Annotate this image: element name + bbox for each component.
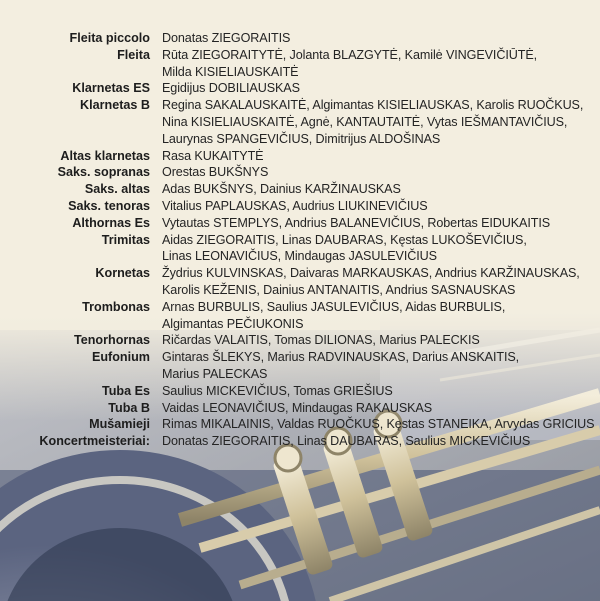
- roster-row: [0, 232, 600, 266]
- names-line: Gintaras ŠLEKYS, Marius RADVINAUSKAS, Darius ANSKAITIS,: [162, 350, 520, 365]
- instrument-label: Fleita piccolo: [69, 31, 150, 45]
- names-line: Žydrius KULVINSKAS, Daivaras MARKAUSKAS, Andrius KARŽINAUSKAS,: [162, 266, 580, 281]
- instrument-label: Saks. sopranas: [57, 165, 150, 180]
- names-line: Rimas MIKALAINIS, Valdas RUOČKUS, Kęstas STANEIKA, Arvydas GRICIUS: [162, 417, 595, 432]
- names-line: Aidas ZIEGORAITIS, Linas DAUBARAS, Kęstas LUKOŠEVIČIUS,: [162, 232, 527, 247]
- instrument-label: Altas klarnetas: [60, 148, 150, 163]
- musician-names: [162, 148, 592, 165]
- musician-names: [162, 97, 592, 147]
- musician-names: [162, 433, 592, 450]
- names-line: Adas BUKŠNYS, Dainius KARŽINAUSKAS: [162, 182, 401, 197]
- roster-row: [0, 198, 600, 215]
- instrument-label: Mušamieji: [89, 417, 150, 432]
- roster-row: [0, 181, 600, 198]
- instrument-label: Trombonas: [82, 299, 150, 314]
- names-line: Marius PALECKAS: [162, 366, 268, 381]
- instrument-label: Althornas Es: [72, 215, 150, 230]
- musician-names: [162, 332, 592, 349]
- instrument-label: Fleita: [117, 47, 150, 62]
- roster-row: [0, 299, 600, 333]
- roster-row: [0, 215, 600, 232]
- names-line: Vitalius PAPLAUSKAS, Audrius LIUKINEVIČIUS: [162, 198, 428, 213]
- musician-names: [162, 383, 592, 400]
- musician-names: [162, 164, 592, 181]
- names-line: Rasa KUKAITYTĖ: [162, 148, 264, 163]
- instrument-label: Koncertmeisteriai:: [39, 434, 150, 449]
- instrument-label: Kornetas: [95, 266, 150, 281]
- roster-row: [0, 47, 600, 81]
- roster-row: [0, 97, 600, 147]
- musician-names: [162, 80, 592, 97]
- musician-names: [162, 299, 592, 333]
- instrument-label: Saks. tenoras: [68, 198, 150, 213]
- musician-names: [162, 232, 592, 266]
- musician-names: [162, 349, 592, 383]
- roster-row: [0, 416, 600, 433]
- instrument-label: Tenorhornas: [73, 333, 150, 348]
- roster-row: [0, 265, 600, 299]
- instrument-label: Klarnetas ES: [72, 81, 150, 96]
- musician-names: [162, 400, 592, 417]
- names-line: Donatas ZIEGORAITIS: [162, 31, 291, 45]
- roster-row: [0, 80, 600, 97]
- instrument-label: Klarnetas B: [80, 98, 150, 113]
- musician-names: [162, 215, 592, 232]
- roster-row: [0, 383, 600, 400]
- names-line: Algimantas PEČIUKONIS: [162, 316, 304, 331]
- names-line: Nina KISIELIAUSKAITĖ, Agnė, KANTAUTAITĖ, Vytas IEŠMANTAVIČIUS,: [162, 114, 568, 129]
- names-line: Vaidas LEONAVIČIUS, Mindaugas RAKAUSKAS: [162, 400, 433, 415]
- roster-row: [0, 400, 600, 417]
- names-line: Milda KISIELIAUSKAITĖ: [162, 64, 299, 79]
- names-line: Regina SAKALAUSKAITĖ, Algimantas KISIELIAUSKAS, Karolis RUOČKUS,: [162, 98, 584, 113]
- roster-row: [0, 164, 600, 181]
- musician-roster: [0, 30, 600, 450]
- musician-names: [162, 198, 592, 215]
- instrument-label: Saks. altas: [84, 182, 150, 197]
- instrument-label: Eufonium: [91, 350, 150, 365]
- names-line: Donatas ZIEGORAITIS, Linas DAUBARAS, Saulius MICKEVIČIUS: [162, 434, 531, 449]
- roster-row: [0, 349, 600, 383]
- names-line: Ričardas VALAITIS, Tomas DILIONAS, Marius PALECKIS: [162, 333, 480, 348]
- instrument-label: Tuba Es: [101, 383, 150, 398]
- names-line: Egidijus DOBILIAUSKAS: [162, 81, 300, 96]
- names-line: Arnas BURBULIS, Saulius JASULEVIČIUS, Aidas BURBULIS,: [162, 299, 506, 314]
- names-line: Linas LEONAVIČIUS, Mindaugas JASULEVIČIUS: [162, 249, 437, 264]
- names-line: Vytautas STEMPLYS, Andrius BALANEVIČIUS, Robertas EIDUKAITIS: [162, 215, 551, 230]
- names-line: Saulius MICKEVIČIUS, Tomas GRIEŠIUS: [162, 383, 393, 398]
- musician-names: [162, 47, 592, 81]
- names-line: Orestas BUKŠNYS: [162, 165, 269, 180]
- roster-row: [0, 30, 600, 47]
- instrument-label: Trimitas: [101, 232, 150, 247]
- roster-row: [0, 332, 600, 349]
- roster-row: [0, 433, 600, 450]
- musician-names: [162, 30, 592, 47]
- names-line: Karolis KEŽENIS, Dainius ANTANAITIS, Andrius SASNAUSKAS: [162, 282, 516, 297]
- musician-names: [162, 181, 592, 198]
- musician-names: [162, 416, 595, 433]
- roster-row: [0, 148, 600, 165]
- names-line: Rūta ZIEGORAITYTĖ, Jolanta BLAZGYTĖ, Kamilė VINGEVIČIŪTĖ,: [162, 47, 538, 62]
- musician-names: [162, 265, 592, 299]
- instrument-label: Tuba B: [108, 400, 150, 415]
- names-line: Laurynas SPANGEVIČIUS, Dimitrijus ALDOŠINAS: [162, 131, 441, 146]
